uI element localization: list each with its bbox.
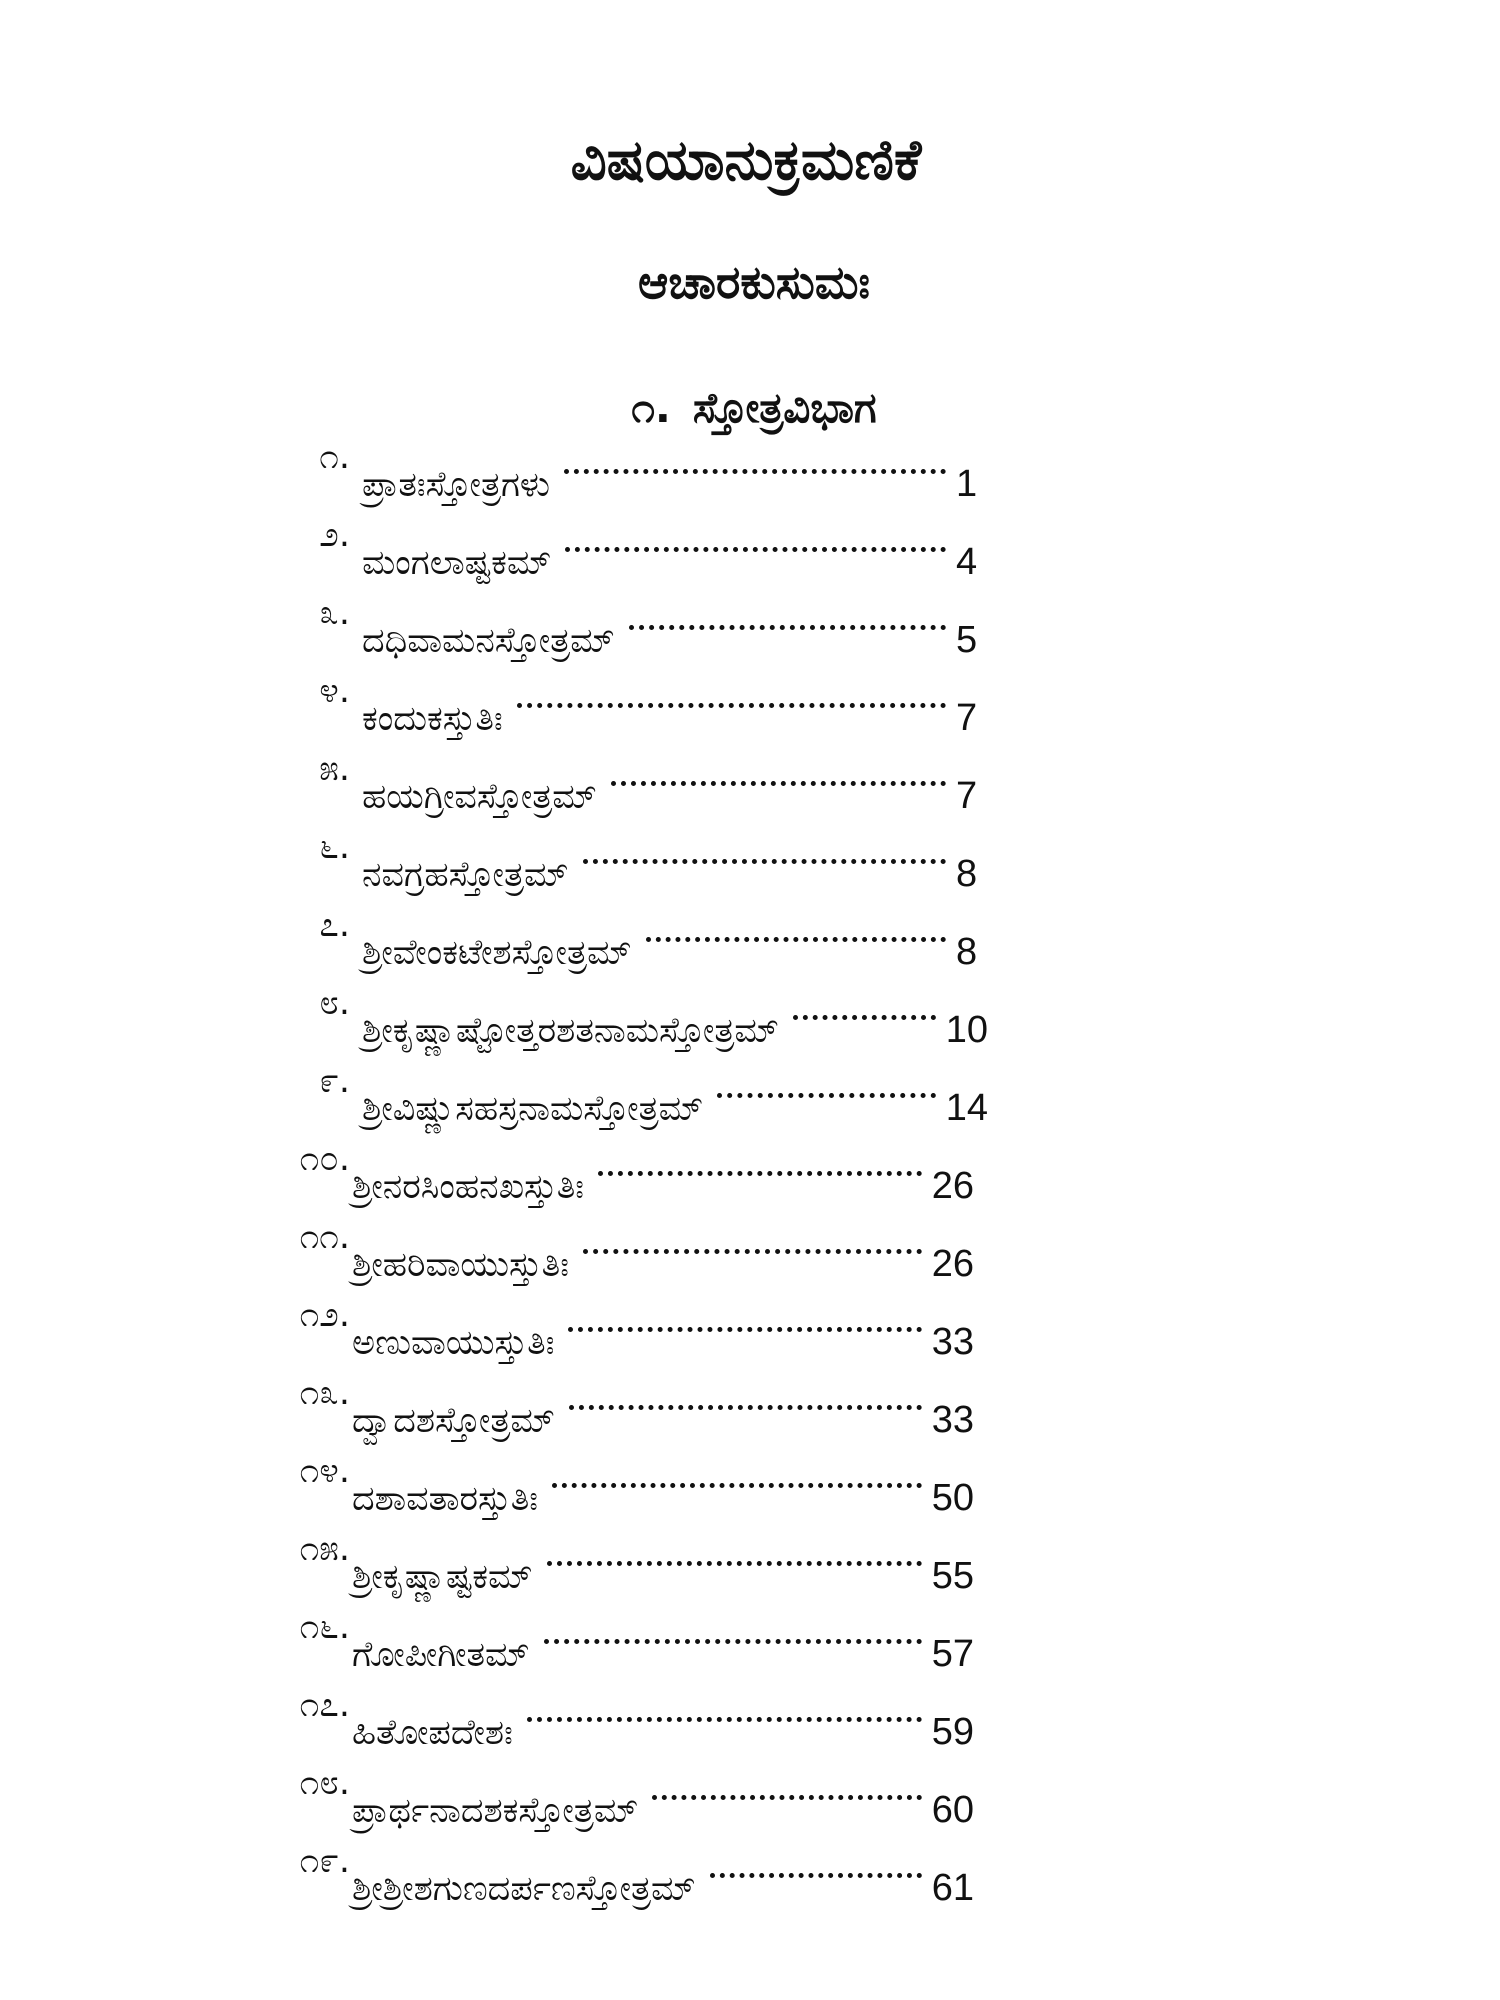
toc-entry — [0, 964, 1500, 1051]
entry-page: 14 — [945, 1087, 988, 1129]
entry-title: ಗೋಪೀಗೀತಮ್ — [352, 1635, 530, 1675]
dot-leader — [569, 1354, 922, 1432]
entry-number: ೩. — [319, 593, 350, 633]
entry-title: ಶ್ರೀಕೃಷ್ಣಾಷ್ಟೋತ್ತರಶತನಾಮಸ್ತೋತ್ರಮ್ — [362, 1011, 779, 1051]
dot-leader — [611, 730, 946, 808]
entry-number: ೧. — [319, 437, 350, 477]
dot-leader — [646, 886, 946, 964]
entry-page: 5 — [956, 619, 978, 661]
entry-page: 50 — [931, 1477, 974, 1519]
toc-entry — [0, 418, 1500, 505]
dot-leader — [544, 1588, 922, 1666]
entry-number: ೧೬. — [299, 1607, 350, 1647]
entry-page: 1 — [956, 463, 978, 505]
entry-page: 7 — [956, 775, 978, 817]
dot-leader — [793, 964, 936, 1042]
entry-title: ಪ್ರಾತಃಸ್ತೋತ್ರಗಳು — [362, 465, 551, 505]
entry-number: ೨. — [319, 515, 350, 555]
entry-title: ಕಂದುಕಸ್ತುತಿಃ — [362, 699, 503, 739]
dot-leader — [564, 418, 946, 496]
entry-page: 60 — [931, 1789, 974, 1831]
dot-leader — [583, 1198, 922, 1276]
dot-leader — [652, 1744, 921, 1822]
dot-leader — [517, 652, 946, 730]
toc-entry — [0, 730, 1500, 817]
entry-number: ೧೨. — [299, 1295, 350, 1335]
section-title: ಆಚಾರಕುಸುಮಃ — [638, 255, 870, 310]
entry-page: 57 — [931, 1633, 974, 1675]
entry-title: ದಶಾವತಾರಸ್ತುತಿಃ — [352, 1479, 538, 1519]
entry-page: 26 — [931, 1243, 974, 1285]
toc-entry — [0, 1666, 1500, 1753]
entry-title: ಹಿತೋಪದೇಶಃ — [352, 1713, 513, 1753]
dot-leader — [710, 1822, 922, 1900]
entry-page: 4 — [956, 541, 978, 583]
entry-number: ೫. — [319, 749, 350, 789]
entry-title: ಶ್ರೀವೇಂಕಟೇಶಸ್ತೋತ್ರಮ್ — [362, 933, 632, 973]
toc-entry — [0, 808, 1500, 895]
entry-number: ೧೦. — [299, 1139, 350, 1179]
entry-page: 8 — [956, 931, 978, 973]
entry-page: 8 — [956, 853, 978, 895]
entry-number: ೭. — [319, 905, 350, 945]
entry-page: 7 — [956, 697, 978, 739]
table-of-contents — [0, 418, 1500, 1909]
part-number: ೧. — [631, 383, 671, 432]
entry-title: ದಧಿವಾಮನಸ್ತೋತ್ರಮ್ — [362, 621, 615, 661]
dot-leader — [552, 1432, 922, 1510]
entry-number: ೧೫. — [299, 1529, 350, 1569]
part-name: ಸ್ತೋತ್ರವಿಭಾಗ — [692, 383, 877, 432]
entry-title: ಅಣುವಾಯುಸ್ತುತಿಃ — [352, 1323, 555, 1363]
toc-entry — [0, 574, 1500, 661]
dot-leader — [717, 1042, 935, 1120]
dot-leader — [547, 1510, 922, 1588]
entry-number: ೬. — [319, 827, 350, 867]
entry-number: ೮. — [319, 983, 350, 1023]
entry-number: ೧೭. — [299, 1685, 350, 1725]
toc-entry — [0, 1588, 1500, 1675]
entry-title: ಶ್ರೀಕೃಷ್ಣಾಷ್ಟಕಮ್ — [352, 1557, 533, 1597]
toc-entry — [0, 1042, 1500, 1129]
dot-leader — [629, 574, 946, 652]
entry-number: ೧೮. — [299, 1763, 350, 1803]
toc-entry — [0, 496, 1500, 583]
entry-title: ಶ್ರೀವಿಷ್ಣುಸಹಸ್ರನಾಮಸ್ತೋತ್ರಮ್ — [362, 1089, 704, 1129]
toc-entry — [0, 1198, 1500, 1285]
entry-page: 33 — [931, 1321, 974, 1363]
toc-entry — [0, 1354, 1500, 1441]
entry-number: ೪. — [319, 671, 350, 711]
entry-page: 55 — [931, 1555, 974, 1597]
entry-title: ಶ್ರೀಹರಿವಾಯುಸ್ತುತಿಃ — [352, 1245, 569, 1285]
entry-title: ಶ್ರೀನರಸಿಂಹನಖಸ್ತುತಿಃ — [352, 1167, 585, 1207]
dot-leader — [583, 808, 946, 886]
entry-title: ನವಗ್ರಹಸ್ತೋತ್ರಮ್ — [362, 855, 569, 895]
toc-entry — [0, 1432, 1500, 1519]
entry-page: 26 — [931, 1165, 974, 1207]
entry-title: ಹಯಗ್ರೀವಸ್ತೋತ್ರಮ್ — [362, 777, 597, 817]
dot-leader — [527, 1666, 922, 1744]
toc-entry — [0, 1120, 1500, 1207]
toc-entry — [0, 1822, 1500, 1909]
toc-entry — [0, 652, 1500, 739]
dot-leader — [568, 1276, 921, 1354]
toc-entry — [0, 1510, 1500, 1597]
entry-page: 10 — [945, 1009, 988, 1051]
entry-number: ೧೧. — [299, 1217, 350, 1257]
entry-number: ೧೩. — [299, 1373, 350, 1413]
entry-title: ಮಂಗಲಾಷ್ಟಕಮ್ — [362, 543, 552, 583]
entry-page: 61 — [931, 1867, 974, 1909]
entry-page: 59 — [931, 1711, 974, 1753]
toc-entry — [0, 1744, 1500, 1831]
entry-number: ೯. — [319, 1061, 350, 1101]
entry-title: ಪ್ರಾರ್ಥನಾದಶಕಸ್ತೋತ್ರಮ್ — [352, 1791, 639, 1831]
page-title: ವಿಷಯಾನುಕ್ರಮಣಿಕೆ — [570, 127, 922, 193]
entry-number: ೧೪. — [299, 1451, 350, 1491]
toc-entry — [0, 1276, 1500, 1363]
entry-title: ಶ್ರೀಶ್ರೀಶಗುಣದರ್ಪಣಸ್ತೋತ್ರಮ್ — [352, 1869, 696, 1909]
entry-title: ದ್ವಾದಶಸ್ತೋತ್ರಮ್ — [352, 1401, 556, 1441]
entry-number: ೧೯. — [299, 1841, 350, 1881]
toc-entry — [0, 886, 1500, 973]
entry-page: 33 — [931, 1399, 974, 1441]
dot-leader — [565, 496, 946, 574]
dot-leader — [598, 1120, 922, 1198]
entry-line — [352, 1822, 974, 1928]
